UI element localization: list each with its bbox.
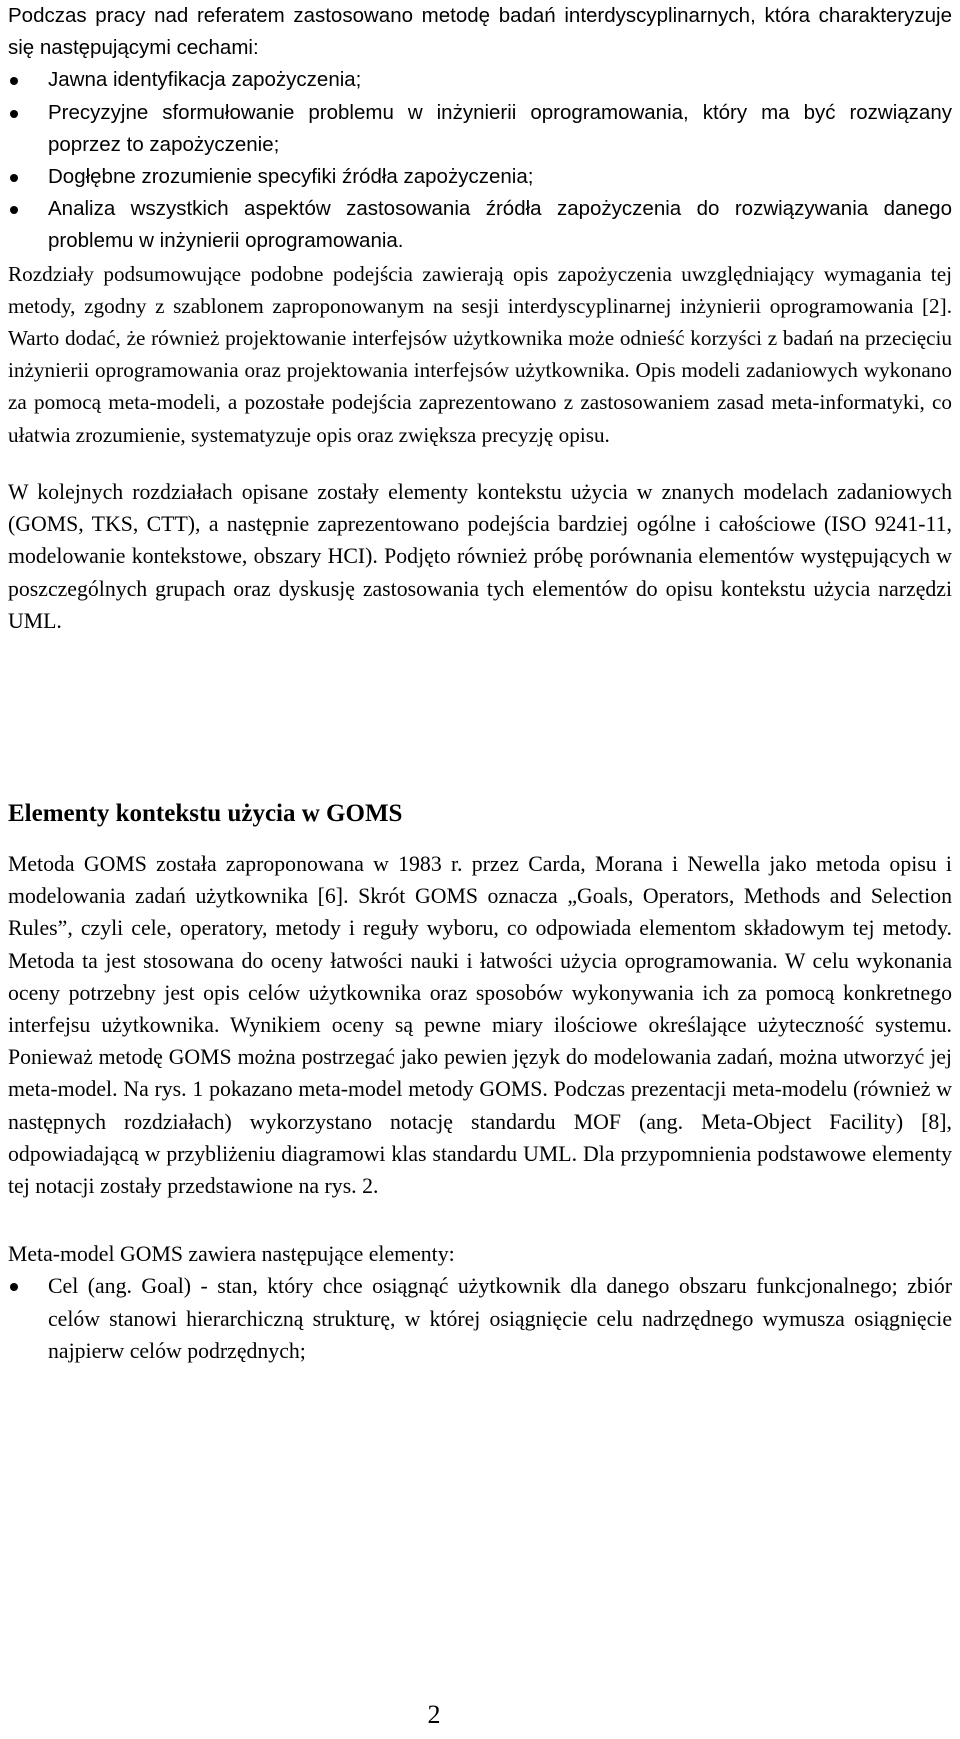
intro-paragraph: Podczas pracy nad referatem zastosowano metodę badań interdyscyplinarnych, która charakteryzuje się następującymi cechami: <box>8 4 952 60</box>
bullet-icon <box>10 174 18 182</box>
bullet-icon <box>10 77 18 85</box>
goms-section <box>8 848 952 1367</box>
goms-list-intro: Meta-model GOMS zawiera następujące elementy: <box>8 1242 455 1267</box>
bullet-icon <box>10 110 18 118</box>
list-item: Jawna identyfikacja zapożyczenia; <box>8 64 952 96</box>
goms-paragraph: Metoda GOMS została zaproponowana w 1983 r. przez Carda, Morana i Newella jako metoda opisu i modelowania zadań użytkownika [6]. Skrót GOMS oznacza „Goals, Operators, Methods and Selection Rules”, czyli cele, operatory, metody i reguły wyboru, co odpowiada elementom składowym tej metody. Metoda ta jest stosowana do oceny łatwości nauki i łatwości użycia oprogramowania. W celu wykonania oceny potrzebny jest opis celów użytkownika oraz sposobów wykonywania ich za pomocą konkretnego interfejsu użytkownika. Wynikiem oceny są pewne miary ilościowe określające użyteczność systemu. Ponieważ metodę GOMS można postrzegać jako pewien język do modelowania zadań, można utworzyć jej meta-model. Na rys. 1 pokazano meta-model metody GOMS. Podczas prezentacji meta-modelu (również w następnych rozdziałach) wykorzystano notację standardu MOF (ang. Meta-Object Facility) [8], odpowiadającą w przybliżeniu diagramowi klas standardu UML. Dla przypomnienia podstawowe elementy tej notacji zostały przedstawione na rys. 2. <box>8 852 952 1199</box>
page-number: 2 <box>427 1700 441 1729</box>
intro-block <box>8 0 952 451</box>
section-heading: Elementy kontekstu użycia w GOMS <box>8 800 403 827</box>
paragraph-related-chapters: W kolejnych rozdziałach opisane zostały elementy kontekstu użycia w znanych modelach zadaniowych (GOMS, TKS, CTT), a następnie zaprezentowano podejścia bardziej ogólne i całościowe (ISO 9241-11, modelowanie kontekstowe, obszary HCI). Podjęto również próbę porównania elementów występujących w poszczególnych grupach oraz dyskusję zastosowania tych elementów do opisu kontekstu użycia narzędzi UML. <box>8 480 952 633</box>
intro-continuation-paragraph: Rozdziały podsumowujące podobne podejścia zawierają opis zapożyczenia uwzględniający wymagania tej metody, zgodny z szablonem zaproponowanym na sesji interdyscyplinarnej inżynierii oprogramowania [2]. Warto dodać, że również projektowanie interfejsów użytkownika może odnieść korzyści z badań na przecięciu inżynierii oprogramowania oraz projektowania interfejsów użytkownika. Opis modeli zadaniowych wykonano za pomocą meta-modeli, a pozostałe podejścia zaprezentowano z zastosowaniem zasad meta-informatyki, co ułatwia zrozumienie, systematyzuje opis oraz zwiększa precyzję opisu. <box>8 261 952 447</box>
goms-element-list <box>8 1270 952 1367</box>
list-item: Cel (ang. Goal) - stan, który chce osiągnąć użytkownik dla danego obszaru funkcjonalnego; zbiór celów stanowi hierarchiczną strukturę, w której osiągnięcie celu nadrzędnego wymusza osiągnięcie najpierw celów podrzędnych; <box>8 1270 952 1367</box>
intro-bullet-list <box>8 64 952 257</box>
bullet-icon <box>10 206 18 214</box>
list-item: Dogłębne zrozumienie specyfiki źródła zapożyczenia; <box>8 161 952 193</box>
list-item: Analiza wszystkich aspektów zastosowania źródła zapożyczenia do rozwiązywania danego problemu w inżynierii oprogramowania. <box>8 193 952 257</box>
list-item: Precyzyjne sformułowanie problemu w inżynierii oprogramowania, który ma być rozwiązany poprzez to zapożyczenie; <box>8 97 952 161</box>
bullet-icon <box>10 1283 18 1291</box>
